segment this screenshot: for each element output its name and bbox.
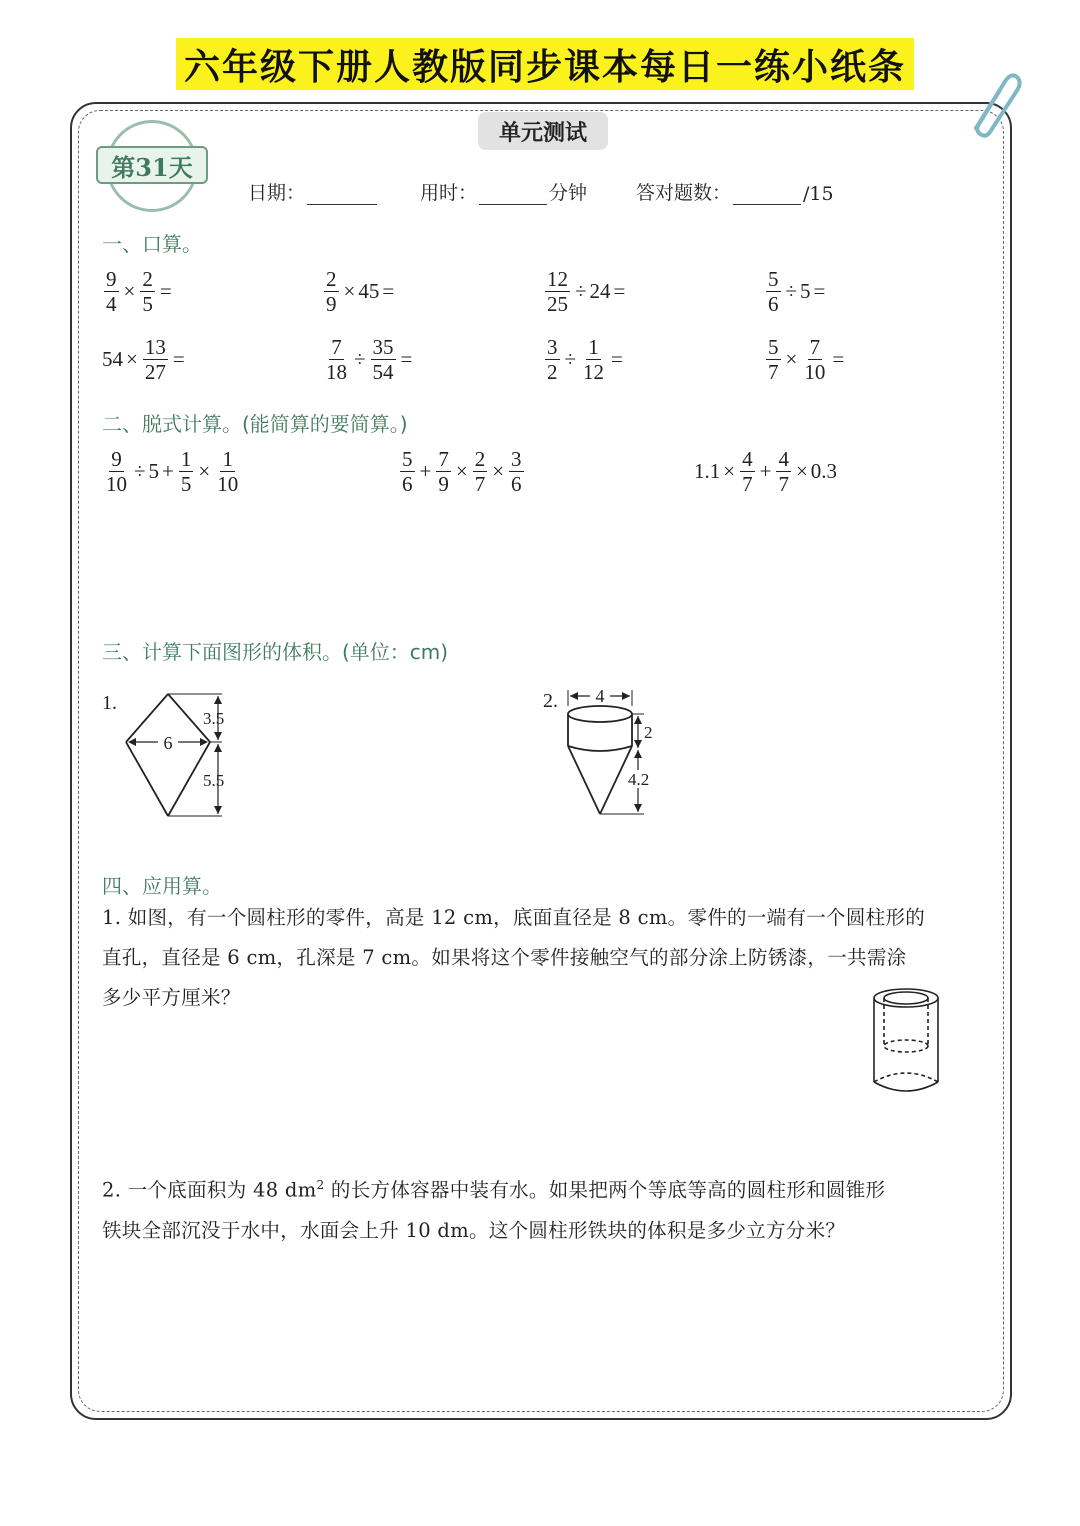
operator: ÷ (354, 347, 366, 372)
day-badge (96, 120, 208, 216)
fraction (545, 268, 570, 315)
operator: = (613, 279, 626, 304)
fig2-cylinder-height-label: 2 (644, 723, 653, 742)
denominator: 18 (326, 360, 347, 385)
numerator: 1 (222, 447, 233, 471)
oral-item-5 (102, 336, 188, 383)
calc-expr-2 (398, 448, 526, 495)
figure-2-cylinder-cone (560, 684, 670, 820)
question-1 (102, 898, 987, 1018)
operator: × (126, 347, 138, 372)
denominator: 7 (768, 360, 779, 385)
fraction (766, 268, 781, 315)
fraction (143, 336, 168, 383)
denominator: 7 (474, 472, 486, 497)
denominator: 54 (372, 360, 394, 385)
fraction (215, 448, 240, 495)
numerator: 12 (547, 267, 568, 291)
denominator: 7 (742, 472, 753, 497)
banner (176, 38, 914, 90)
score-label: 答对题数： (636, 182, 732, 204)
score-total: /15 (803, 183, 834, 205)
numerator: 2 (142, 267, 153, 291)
fig2-cone-height-label: 4.2 (628, 770, 650, 789)
denominator: 10 (217, 472, 239, 497)
operator: ÷ (575, 279, 587, 304)
fig1-top-height-label: 3.5 (203, 709, 225, 728)
q1-line-2: 直孔，直径是 6 cm，孔深是 7 cm。如果将这个零件接触空气的部分涂上防锈漆，一共需涂 (102, 946, 907, 969)
numerator: 9 (106, 267, 117, 291)
calc-expr-3 (694, 448, 837, 495)
operator: × (198, 459, 211, 484)
oral-item-8 (764, 336, 847, 383)
numerator: 2 (474, 447, 486, 471)
section-2-title: 二、脱式计算。(能简算的要简算。) (102, 412, 408, 436)
operator: + (162, 459, 174, 484)
oral-item-2 (322, 268, 397, 315)
denominator: 25 (547, 292, 568, 317)
numerator: 5 (402, 447, 413, 471)
time-unit: 分钟 (549, 182, 588, 204)
numerator: 7 (809, 335, 821, 359)
math-term: 24 (589, 279, 611, 304)
q1-line-3: 多少平方厘米？ (102, 986, 241, 1009)
fig1-bottom-height-label: 5.5 (203, 771, 225, 790)
fraction (581, 336, 606, 383)
operator: = (159, 279, 172, 304)
denominator: 6 (511, 472, 522, 497)
fraction (509, 448, 524, 495)
denominator: 10 (106, 472, 127, 497)
time-label: 用时： (420, 182, 478, 204)
denominator: 6 (402, 472, 413, 497)
oral-item-1 (102, 268, 175, 315)
math-term: 5 (800, 279, 811, 304)
denominator: 2 (547, 360, 558, 385)
date-label: 日期： (248, 182, 306, 204)
q2-line-1: 2. 一个底面积为 48 $dm^2$ 的长方体容器中装有水。如果把两个等底等高的圆柱形和圆锥形 (102, 1178, 886, 1202)
question-2 (102, 1165, 987, 1251)
operator: = (382, 279, 395, 304)
fraction (436, 448, 451, 495)
operator: = (172, 347, 185, 372)
operator: = (832, 347, 845, 372)
numerator: 4 (742, 447, 753, 471)
unit-test-label: 单元测试 (498, 120, 587, 146)
numerator: 1 (588, 335, 599, 359)
numerator: 7 (438, 447, 449, 471)
fraction (766, 336, 781, 383)
q2-line-2: 铁块全部沉没于水中，水面会上升 10 dm。这个圆柱形铁块的体积是多少立方分米？ (102, 1218, 846, 1242)
operator: ÷ (134, 459, 146, 484)
denominator: 6 (768, 292, 779, 317)
date-blank[interactable] (307, 182, 377, 205)
fig2-diameter-label: 4 (595, 686, 605, 706)
fraction (400, 448, 415, 495)
score-field (636, 178, 834, 205)
fraction (179, 448, 194, 495)
math-term: 54 (102, 347, 123, 372)
calc-expr-1 (102, 448, 242, 495)
fraction (740, 448, 755, 495)
banner-title: 六年级下册人教版同步课本每日一练小纸条 (183, 46, 906, 88)
numerator: 5 (768, 267, 779, 291)
denominator: 7 (778, 472, 789, 497)
oral-item-4 (764, 268, 828, 315)
denominator: 4 (106, 292, 117, 317)
fraction (802, 336, 827, 383)
fraction (473, 448, 488, 495)
numerator: 35 (372, 335, 394, 359)
figure-2-number: 2. (543, 690, 558, 712)
day-badge-label: 第31天 (96, 146, 208, 184)
operator: × (795, 459, 808, 484)
numerator: 3 (511, 447, 522, 471)
fraction (776, 448, 791, 495)
time-blank[interactable] (479, 182, 547, 205)
operator: = (813, 279, 826, 304)
operator: × (492, 459, 505, 484)
oral-item-6 (322, 336, 415, 383)
denominator: 12 (583, 360, 605, 385)
denominator: 5 (142, 292, 153, 317)
denominator: 10 (804, 360, 826, 385)
fraction (104, 448, 129, 495)
date-field (248, 178, 379, 205)
numerator: 13 (144, 335, 166, 359)
operator: = (611, 347, 623, 372)
operator: × (343, 279, 356, 304)
math-term: 0.3 (810, 459, 838, 484)
numerator: 9 (111, 447, 122, 471)
numerator: 2 (326, 267, 337, 291)
figure-1-double-cone (118, 686, 248, 822)
numerator: 1 (180, 447, 192, 471)
denominator: 9 (438, 472, 449, 497)
denominator: 9 (326, 292, 337, 317)
operator: × (123, 279, 136, 304)
section-4-title: 四、应用算。 (102, 874, 222, 898)
fraction (140, 268, 155, 315)
fraction (324, 268, 339, 315)
math-term: 5 (148, 459, 160, 484)
math-term: 45 (358, 279, 380, 304)
operator: ÷ (785, 279, 798, 304)
oral-item-7 (543, 336, 626, 383)
figure-1-number: 1. (102, 692, 117, 714)
figure-cylinder-with-hole (868, 984, 948, 1100)
operator: + (419, 459, 432, 484)
numerator: 7 (331, 335, 342, 359)
fraction (104, 268, 119, 315)
math-term: 1.1 (694, 459, 721, 484)
numerator: 5 (768, 335, 779, 359)
numerator: 4 (778, 447, 789, 471)
denominator: 5 (180, 472, 192, 497)
operator: × (723, 459, 736, 484)
numerator: 3 (547, 335, 558, 359)
paperclip-icon (962, 70, 1022, 140)
oral-item-3 (543, 268, 628, 315)
section-1-title: 一、口算。 (102, 232, 202, 256)
operator: + (759, 459, 772, 484)
score-blank[interactable] (733, 182, 801, 205)
fig1-width-label: 6 (163, 733, 173, 753)
operator: × (455, 459, 468, 484)
denominator: 27 (144, 360, 166, 385)
time-field (420, 178, 587, 205)
operator: × (785, 347, 798, 372)
q1-line-1: 1. 如图，有一个圆柱形的零件，高是 12 cm，底面直径是 8 cm。零件的一端有一个圆柱形的 (102, 906, 926, 929)
fraction (324, 336, 349, 383)
section-3-title: 三、计算下面图形的体积。(单位：cm) (102, 640, 449, 664)
unit-test-tab (478, 112, 608, 150)
operator: ÷ (564, 347, 577, 372)
fraction (545, 336, 560, 383)
fraction (371, 336, 396, 383)
operator: = (400, 347, 413, 372)
